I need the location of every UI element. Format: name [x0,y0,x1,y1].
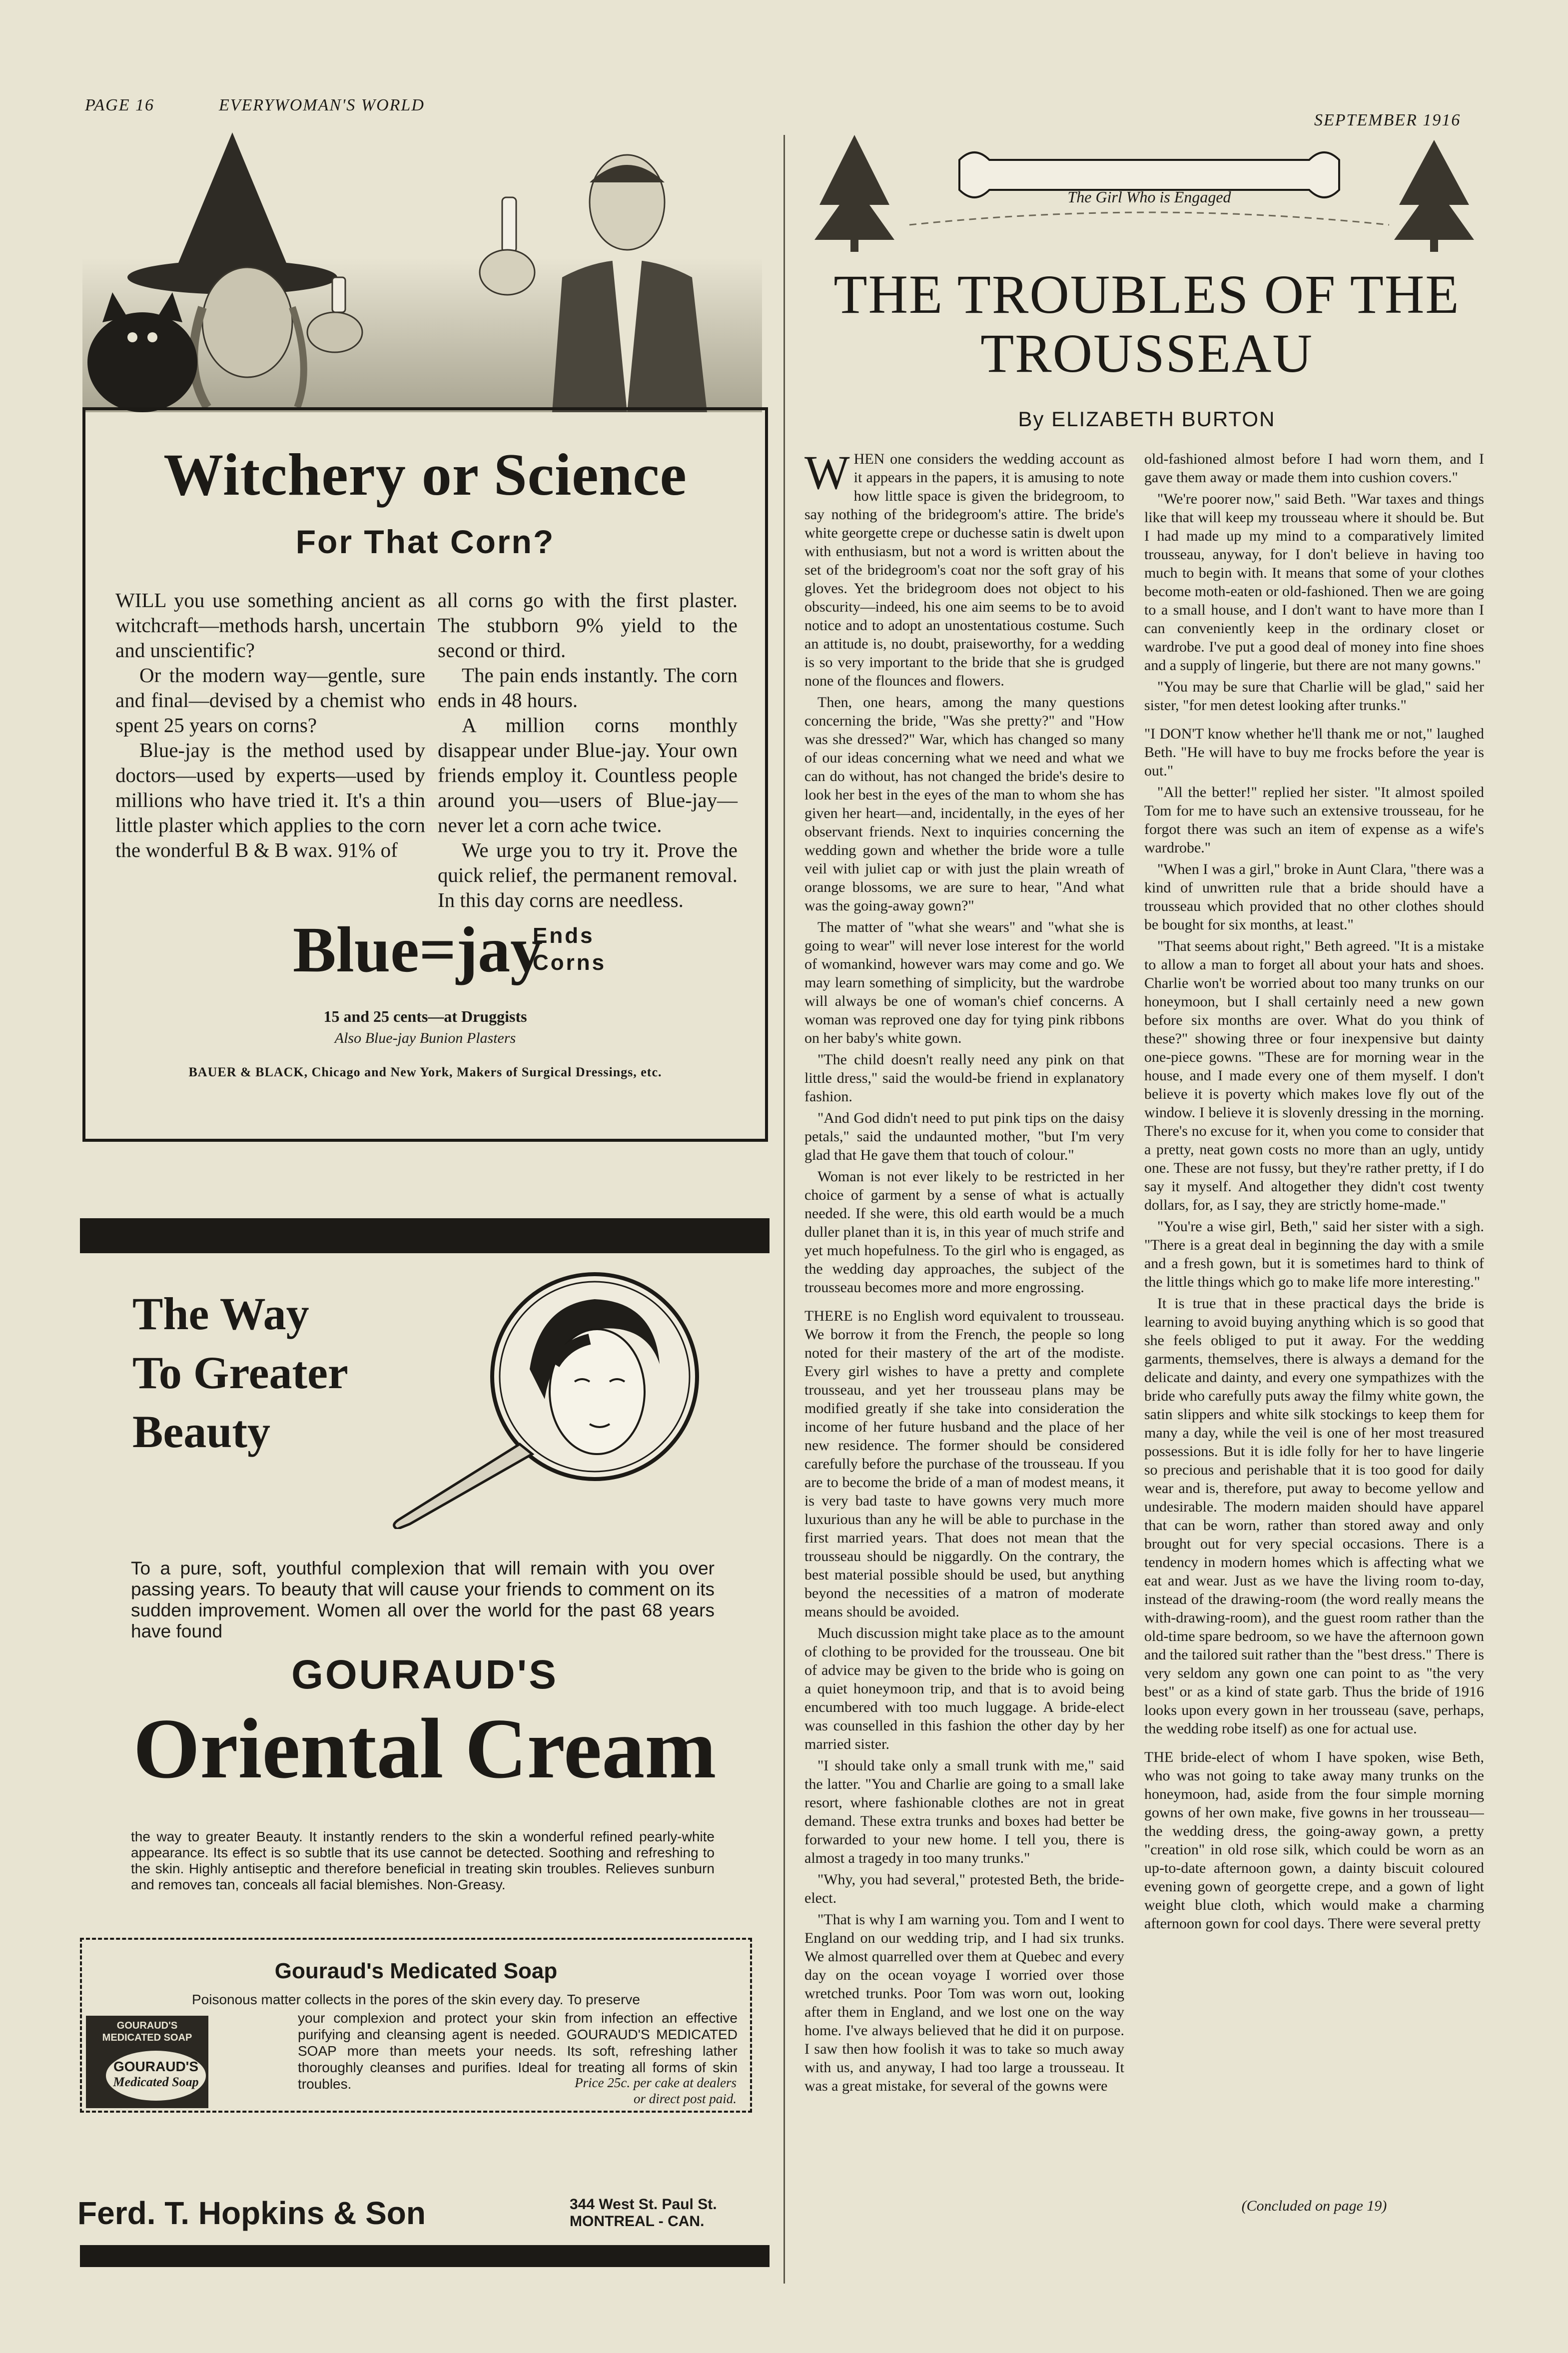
soap-text-lead: Poisonous matter collects in the pores of the skin every day. To preserve [192,1992,640,2007]
gouraud-brand: GOURAUD'S [291,1652,558,1697]
headline-line: Beauty [132,1406,270,1457]
ad-paragraph: all corns go with the first plaster. The stubborn 9% yield to the second or third. [438,589,738,662]
ad-paragraph: Blue-jay is the method used by doctors—used by experts—used by millions who have tried it. It's a thin little plaster which applies to the corn the wonderful B & B wax. 91% of [115,739,425,861]
ad-top-bar [80,1218,770,1253]
article-paragraph: THERE is no English word equivalent to trousseau. We borrow it from the French, the people so long noted for their mastery of the art of the modiste. Every girl wishes to have a pretty and complete trousseau, and yet her trousseau plans may be modified greatly if she take into consideration the income of her future husband and the place of her new residence. The former should be considered carefully before the purchase of the trousseau. If you are to become the bride of a man of modest means, it is very bad taste to have gowns very much more luxurious than any he will be able to purchase in the first married years. That does not mean that the trousseau should be niggardly. On the contrary, the best material possible should be used, but anything beyond the necessities of a matron of moderate means should be avoided. [804,1308,1124,1620]
maker-line: BAUER & BLACK, Chicago and New York, Makers of Surgical Dressings, etc. [188,1065,662,1079]
article-byline: By ELIZABETH BURTON [1018,407,1276,431]
hand-mirror-illustration [370,1269,720,1529]
soap-title: Gouraud's Medicated Soap [274,1959,558,1983]
soap-bar [106,2051,206,2101]
tag-ends: Ends [533,923,595,948]
address-line: MONTREAL - CAN. [570,2213,705,2230]
headline-line: To Greater [132,1347,348,1398]
article-paragraph: old-fashioned almost before I had worn them, and I gave them away or made them into cushion covers." [1144,451,1484,486]
article-title [799,265,1494,383]
article-paragraph: "The child doesn't really need any pink on that little dress," said the would-be friend in explanatory fashion. [804,1051,1124,1105]
address-line: 344 West St. Paul St. [570,2196,717,2213]
article-paragraph: Much discussion might take place as to the amount of clothing to be provided for the trousseau. One bit of advice may be given to the bride who is going on a quiet honeymoon trip, and that is to avoid being encumbered with too much luggage. A bride-elect was counselled in this fashion the other day by her married sister. [804,1625,1124,1752]
article-banner-illustration [809,125,1489,255]
ad-subhead: For That Corn? [295,523,555,560]
bluejay-tag [533,922,606,976]
article-banner-text: The Girl Who is Engaged [1067,188,1231,206]
oriental-cream-wordmark: Oriental Cream [133,1701,717,1796]
article-paragraph: "That seems about right," Beth agreed. "It is a mistake to allow a man to forget all about your hats and shoes. Charlie won't be worried about too many trunks on our honeymoon, but I shall certainly need a new gown before six months are over. What do you think of these?" showing three or four inexpensive but dainty one-piece gowns. "These are for morning wear in the house, and I made every one of them myself. I don't believe it is poverty which makes love fly out of the window. I believe it is slovenly dressing in the morning. There's no excuse for it, when you come to consider that a pretty, neat gown costs no more than an ugly, untidy one. These are not fussy, but they're rather pretty, if I do say it myself. And altogether they didn't cost twenty dollars, for, as I say, they are strictly home-made." [1144,938,1484,1213]
soap-price [517,2075,737,2107]
ad-headline: Witchery or Science [163,441,687,508]
article-paragraph: Then, one hears, among the many questions concerning the bride, "Was she pretty?" and "How was she dressed?" War, which has changed so many of our ideas concerning what we need and what we can do without, has not changed the bride's desire to look her best in the eyes of the man to whom she has given her heart—and, incidentally, in the eyes of her observant friends. Next to inquiries concerning the wedding gown and whether the bride wore a tulle veil with juliet cap or with just the plain wreath of orange blossoms, we are sure to hear, "And what was the going-away gown?" [804,694,1124,914]
article-paragraph: "We're poorer now," said Beth. "War taxes and things like that will keep my trousseau where it should be. But I had made up my mind to a comparatively limited trousseau, anyway, for I don't believe in having too much to begin with. It means that some of your clothes become moth-eaten or old-fashioned. Then we are going to a small house, and I don't want to have more than I can conveniently keep in the ordinary closet or wardrobe. I've put a good deal of money into fine shoes and a supply of lingerie, but there are not many gowns." [1144,491,1484,674]
article-paragraph: "You may be sure that Charlie will be glad," said her sister, "for men detest looking after trunks." [1144,679,1484,714]
price-line: or direct post paid. [634,2091,737,2106]
seller-address [570,2196,717,2230]
article-column-right [1144,450,1484,2194]
ad-column-left [115,588,425,862]
article-paragraph: It is true that in these practical days the bride is learning to avoid buying anything which is so good that she feels obliged to put it away. For the wedding garments, themselves, there is always a demand for the delicate and dainty, and every one sympathizes with the bride who carefully puts away the filmy white gown, the satin slippers and white silk stockings to keep them for many a day, while the veil is one of her most treasured possessions. But it is idle folly for her to have lingerie so precious and perishable that it is too good for daily wear and is, therefore, put away to become yellow and undesirable. The modern maiden should have apparel that can be worn, rather than stored away and only brought out for very special occasions. There is a tendency in modern homes which is affecting what we eat and wear. Just as we have the living room to-day, instead of the drawing-room (the word really means the with-drawing-room), and the guest room rather than the old-time spare bedroom, so we have the afternoon gown and the tailored suit rather than the "best dress." There is very seldom any gown one can point to as "the very best" or as a kind of state garb. Thus the bride of 1916 looks upon every gown in her trousseau (save, perhaps, the wedding robe itself) as one for actual use. [1144,1295,1484,1737]
page-number: PAGE 16 [85,96,154,114]
article-paragraph: "That is why I am warning you. Tom and I went to England on our wedding trip, and I had six trunks. We almost quarrelled over them at Quebec and every day on the ocean voyage I worried over those wretched trunks. Poor Tom was worn out, looking after them in England, and we lost one on the way home. I've always believed that he did it on purpose. I saw then how foolish it was to take so much away with us, and anyway, I had too large a trousseau. It was a great mistake, for several of the gowns were [804,1911,1124,2094]
soap-package [86,2016,208,2108]
bluejay-ad [82,407,768,1142]
price-line: 15 and 25 cents—at Druggists [323,1007,527,1025]
gouraud-headline [132,1284,348,1461]
article-paragraph: "You're a wise girl, Beth," said her sister with a sigh. "There is a great deal in beginning the day with a smile and a fresh gown, but it is sometimes hard to think of the little things which go to make life more interesting." [1144,1218,1484,1290]
witch-scientist-illustration [82,127,762,412]
gouraud-body: the way to greater Beauty. It instantly renders to the skin a wonderful refined pearly-white appearance. Its effect is so subtle that its use cannot be detected. Soothing and refreshing to the skin. Highly antiseptic and therefore beneficial in treating skin troubles. Relieves sunburn and removes tan, conceals all facial blemishes. Non-Greasy. [131,1829,715,1892]
title-line: THE TROUBLES OF THE [833,264,1460,325]
column-rule [784,135,785,2284]
bluejay-logo: Blue=jay [293,914,543,986]
article-paragraph: Woman is not ever likely to be restricted in her choice of garment by a sense of what is actually needed. If she were, this old earth would be a much duller planet than it is, in this year of much strife and yet much hopefulness. To the girl who is engaged, as the wedding day approaches, the subject of the trousseau becomes more and more engrossing. [804,1168,1124,1296]
ad-column-right [438,588,738,912]
article-column-left [804,450,1124,2229]
ad-paragraph: We urge you to try it. Prove the quick relief, the permanent removal. In this day corns are needless. [438,838,738,911]
ad-bottom-bar [80,2245,770,2267]
ad-paragraph: Or the modern way—gentle, sure and final—devised by a chemist who spent 25 years on corns? [115,664,425,737]
magazine-name: EVERYWOMAN'S WORLD [219,96,425,114]
tag-corns: Corns [533,950,607,975]
price-line: Price 25c. per cake at dealers [575,2075,737,2090]
article-paragraph: WHEN one considers the wedding account as it appears in the papers, it is amusing to note how little space is given the bridegroom, to say nothing of the bridegroom's attire. The bride's white georgette crepe or duchesse satin is dwelt upon with enthusiasm, but not a word is written about the set of the bridegroom's coat nor the soft gray of his gloves. Yet the bridegroom does not object to his obscurity—indeed, his one aim seems to be to avoid notice and to adopt an unostentatious costume. Such an attitude is, no doubt, praiseworthy, for a wedding is so very important to the bride that she is grudged none of the flounces and flowers. [804,450,1124,689]
article-paragraph: "Why, you had several," protested Beth, the bride-elect. [804,1871,1124,1906]
soap-bar-brand: GOURAUD'S [113,2059,198,2074]
article-paragraph: THE bride-elect of whom I have spoken, wise Beth, who was not going to take away many trunks on the honeymoon, had, aside from the four simple morning gowns of her own make, five gowns in her trousseau—the wedding dress, the going-away gown, a pretty "creation" in old rose silk, which could be worn as an up-to-date afternoon gown, a dainty biscuit coloured evening gown of georgette crepe, and a gown of light weight blue cloth, which would make a charming afternoon gown for cool days. There were several pretty [1144,1749,1484,1932]
ad-paragraph: A million corns monthly disappear under Blue-jay. Your own friends employ it. Countless people around you—users of Blue-jay—never let a corn ache twice. [438,714,738,836]
article-paragraph: "I should take only a small trunk with me," said the latter. "You and Charlie are going to a small lake resort, where fashionable clothes are not in great demand. These extra trunks and boxes had better be forwarded to your new home. I tell you, there is almost a tragedy in too many trunks." [804,1757,1124,1866]
bunion-line: Also Blue-jay Bunion Plasters [334,1030,516,1046]
article-paragraph: The matter of "what she wears" and "what she is going to wear" will never lose interest for the world of womankind, however wars may come and go. We may learn something of simplicity, but the wardrobe will always be one of woman's chief concerns. A woman was reproved one day for tying pink ribbons on her baby's white gown. [804,919,1124,1046]
ad-paragraph: WILL you use something ancient as witchcraft—methods harsh, uncertain and unscientific? [115,589,425,662]
seller-name: Ferd. T. Hopkins & Son [77,2195,426,2231]
package-line: GOURAUD'S [116,2020,178,2031]
article-paragraph: "And God didn't need to put pink tips on the daisy petals," said the undaunted mother, "but I'm very glad that He gave them that touch of colour." [804,1110,1124,1163]
article-paragraph: "When I was a girl," broke in Aunt Clara, "there was a kind of unwritten rule that a bride should have a trousseau which provided that no other clothes should be bought for six months, at least." [1144,861,1484,933]
gouraud-intro: To a pure, soft, youthful complexion that will remain with you over passing years. To beauty that will cause your friends to comment on its sudden improvement. Women all over the world for the past 68 years have found [131,1558,715,1641]
package-line: MEDICATED SOAP [102,2032,192,2043]
continued-note: (Concluded on page 19) [1241,2198,1387,2214]
soap-text: your complexion and protect your skin from infection an effective purifying and cleansing agent is needed. GOURAUD'S MEDICATED SOAP more than meets your needs. Its soft, refreshing lather thoroughly cleanses and purifies. Ideal for treating all forms of skin troubles. [298,2010,738,2092]
article-paragraph: "I DON'T know whether he'll thank me or not," laughed Beth. "He will have to buy me frocks before the year is out." [1144,726,1484,779]
headline-line: The Way [132,1288,309,1339]
title-line: TROUSSEAU [980,323,1313,384]
issue-date: SEPTEMBER 1916 [1314,111,1461,129]
package-label [86,2020,208,2044]
ad-paragraph: The pain ends instantly. The corn ends in 48 hours. [438,664,738,712]
soap-bar-sub: Medicated Soap [113,2075,199,2089]
soap-coupon [80,1938,752,2113]
article-paragraph: "All the better!" replied her sister. "It almost spoiled Tom for me to have such an extensive trousseau, for he forgot there was such an item of expense as a wife's wardrobe." [1144,784,1484,856]
